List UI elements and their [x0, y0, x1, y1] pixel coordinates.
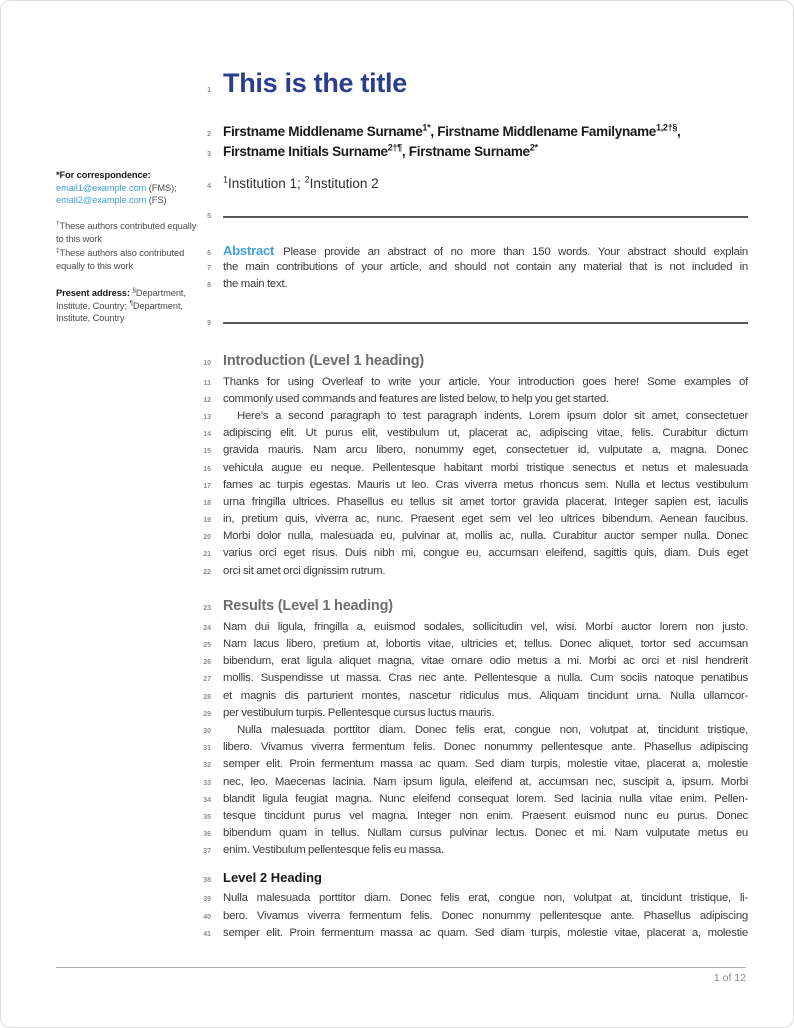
line-number: 30: [203, 727, 211, 735]
line-number: 41: [203, 930, 211, 938]
doc-line-19: [197, 511, 748, 528]
line-number: 31: [203, 745, 211, 753]
section-heading: Results (Level 1 heading): [223, 597, 393, 614]
margin-note-line: †These authors contributed equally to this work: [56, 219, 197, 244]
doc-line-13: [197, 408, 748, 425]
line-number: 29: [203, 710, 211, 718]
body-text-line: gravida mauris. Nam arcu libero, nonummy eget, consectetuer id, vulputate a, magna. Donec: [223, 444, 748, 457]
doc-line-33: [197, 774, 748, 791]
line-number: 2: [207, 131, 211, 138]
doc-line-27: [197, 670, 748, 687]
doc-line-2: [197, 122, 748, 142]
doc-line-20: [197, 528, 748, 545]
author-line: Firstname Initials Surname$^{2\dagger\P}$, Firstname Surname$^{2*}$: [223, 142, 538, 159]
doc-line-10: [197, 351, 748, 371]
doc-line-22: [197, 563, 748, 580]
margin-note-line: email2@example.com (FS): [56, 195, 167, 205]
body-text-line: libero. Vivamus viverra fermentum felis. Donec nonummy pellentesque ante. Phasellus adipiscing: [223, 741, 748, 754]
line-number: 40: [203, 913, 211, 921]
present-address-note: [56, 287, 198, 325]
body-text-line: urna fringilla ultrices. Phasellus eu tellus sit amet tortor gravida placerat. Integer sapien est, iaculis: [223, 495, 748, 508]
doc-line-35: [197, 808, 748, 825]
doc-line-41: [197, 925, 748, 942]
doc-line-34: [197, 791, 748, 808]
equal-contribution-note: [56, 220, 198, 245]
doc-line-40: [197, 908, 748, 925]
doc-line-15: [197, 442, 748, 459]
margin-note-line: email1@example.com (FMS);: [56, 182, 177, 193]
line-number: 38: [203, 877, 211, 885]
line-number: 36: [203, 831, 211, 839]
doc-line-6: [197, 242, 748, 259]
line-number: 19: [203, 517, 211, 525]
line-number: 9: [207, 319, 211, 327]
line-number: 10: [203, 359, 211, 367]
body-text-line: vehicula augue eu neque. Pellentesque habitant morbi tristique senectus et netus et malesuada: [223, 461, 748, 474]
body-text-line: nec, leo. Maecenas lacinia. Nam ipsum ligula, eleifend at, accumsan nec, suscipit a, ipsum. Morbi: [223, 775, 748, 788]
author-line: Firstname Middlename Surname$^{1*}$, Firstname Middlename Familyname$^{1,2\dagger\S}$,: [223, 122, 681, 139]
doc-line-7: [197, 259, 748, 276]
doc-line-1: [197, 66, 748, 100]
line-number: 26: [203, 659, 211, 667]
line-number: 3: [207, 151, 211, 158]
body-text-line: tesque tincidunt purus vel magna. Integer non enim. Praesent euismod nunc eu purus. Donec: [223, 809, 748, 822]
body-text-line: bibendum, erat ligula aliquet magna, vitae ornare odio metus a mi. Morbi ac orci et nisl hendrerit: [223, 655, 748, 668]
line-number: 22: [203, 568, 211, 576]
doc-line-18: [197, 494, 748, 511]
body-text-line: Nulla malesuada porttitor diam. Donec felis erat, congue non, volutpat at, tincidunt tristique,: [237, 723, 748, 736]
paper-title: This is the title: [223, 68, 407, 98]
line-number: 13: [203, 413, 211, 421]
horizontal-rule: [223, 322, 748, 324]
body-text-line: Morbi dolor nulla, malesuada eu, pulvinar at, mollis ac, nulla. Curabitur auctor semper nulla. Donec: [223, 530, 748, 543]
line-number: 12: [203, 396, 211, 404]
body-text-line: per vestibulum turpis. Pellentesque cursus luctus mauris.: [223, 706, 495, 719]
subsection-heading: Level 2 Heading: [223, 870, 322, 886]
doc-line-30: [197, 722, 748, 739]
doc-line-3: [197, 142, 748, 162]
line-number: 32: [203, 762, 211, 770]
doc-line-26: [197, 653, 748, 670]
body-text-line: commonly used commands and features are listed below, to help you get started.: [223, 392, 609, 405]
email-link[interactable]: email1@example.com: [56, 182, 147, 193]
abstract-text: Please provide an abstract of no more than 150 words. Your abstract should explain: [283, 246, 748, 258]
body-text-line: Here’s a second paragraph to test paragraph indents. Lorem ipsum dolor sit amet, consectetuer: [237, 409, 748, 422]
doc-line-21: [197, 545, 748, 562]
separator-rule-row: [197, 213, 748, 220]
body-text-line: et magnis dis parturient montes, nascetur ridiculus mus. Aliquam tincidunt urna. Nulla ullamcor-: [223, 689, 748, 702]
line-number: 28: [203, 693, 211, 701]
body-text-line: Nam dui ligula, fringilla a, euismod sodales, sollicitudin vel, wisi. Morbi auctor lorem non justo.: [223, 620, 748, 633]
doc-line-38: [197, 869, 748, 887]
doc-line-16: [197, 460, 748, 477]
article-body: [197, 66, 748, 942]
line-number: 7: [207, 265, 211, 273]
doc-line-32: [197, 756, 748, 773]
line-number: 11: [203, 379, 211, 387]
body-text-line: enim. Vestibulum pellentesque felis eu massa.: [223, 844, 444, 857]
doc-line-39: [197, 890, 748, 907]
page-footer: [56, 967, 746, 984]
body-text-line: orci sit amet orci dignissim rutrum.: [223, 564, 386, 577]
line-number: 34: [203, 796, 211, 804]
line-number: 14: [203, 431, 211, 439]
separator-rule-row: [197, 320, 748, 327]
doc-line-28: [197, 688, 748, 705]
doc-line-4: [197, 175, 748, 192]
line-number: 20: [203, 534, 211, 542]
also-equal-contribution-note: [56, 247, 198, 272]
line-number: 35: [203, 813, 211, 821]
body-text-line: the main contributions of your article, and should not contain any material that is not included in: [223, 261, 748, 274]
doc-line-23: [197, 596, 748, 616]
margin-note-line: *For correspondence:: [56, 170, 151, 180]
rule-container: [223, 322, 748, 324]
body-text-line: mollis. Suspendisse ut massa. Cras nec ante. Pellentesque a nulla. Cum sociis natoque penatibus: [223, 672, 748, 685]
email-link[interactable]: email2@example.com: [56, 195, 147, 205]
body-text-line: adipiscing elit. Ut purus elit, vestibulum ut, placerat ac, adipiscing vitae, felis. Curabitur dictum: [223, 427, 748, 440]
body-text-line: semper elit. Proin fermentum massa ac quam. Sed diam turpis, molestie vitae, placerat a, molestie: [223, 926, 748, 939]
doc-line-36: [197, 825, 748, 842]
body-text-line: Nulla malesuada porttitor diam. Donec felis erat, congue non, volutpat at, tincidunt tristique, li-: [223, 892, 748, 905]
margin-note-line: Present address: §Department, Institute, Country; ¶Department, Institute, Country: [56, 286, 186, 323]
doc-line-24: [197, 619, 748, 636]
rule-container: [223, 216, 748, 218]
line-number: 16: [203, 465, 211, 473]
doc-line-8: [197, 276, 748, 293]
footer-rule: [56, 967, 746, 968]
doc-line-11: [197, 374, 748, 391]
doc-line-31: [197, 739, 748, 756]
abstract-first-line: [223, 242, 748, 259]
body-text-line: Nam lacus libero, pretium at, lobortis vitae, ultricies et, tellus. Donec aliquet, tortor sed accumsan: [223, 638, 748, 650]
line-number: 6: [207, 250, 211, 257]
doc-line-29: [197, 705, 748, 722]
body-text-line: bero. Vivamus viverra fermentum felis. Donec nonummy pellentesque ante. Phasellus adipiscing: [223, 909, 748, 922]
doc-line-14: [197, 425, 748, 442]
line-number: 33: [203, 779, 211, 787]
line-number: 39: [203, 896, 211, 904]
doc-line-37: [197, 842, 748, 859]
line-number: 1: [207, 87, 211, 94]
correspondence-note: [56, 169, 198, 207]
margin-note-line: ‡These authors also contributed equally to this work: [56, 246, 185, 271]
line-number: 18: [203, 499, 211, 507]
body-text-line: fames ac turpis egestas. Mauris ut leo. Cras viverra metus rhoncus sem. Nulla et lectus vestibulum: [223, 478, 748, 491]
page-number: 1 of 12: [713, 972, 746, 984]
line-number: 37: [203, 848, 211, 856]
institution-line: $^1$Institution 1; $^2$Institution 2: [223, 174, 379, 191]
line-number: 23: [203, 604, 211, 612]
body-text-line: varius orci eget risus. Duis nibh mi, congue eu, accumsan eleifend, sagittis quis, diam. Duis eget: [223, 547, 748, 560]
body-text-line: the main text.: [223, 278, 288, 291]
abstract-label: Abstract: [223, 243, 275, 258]
line-number: 21: [203, 551, 211, 559]
doc-line-25: [197, 636, 748, 653]
line-number: 27: [203, 676, 211, 684]
section-heading: Introduction (Level 1 heading): [223, 352, 425, 369]
body-text-line: blandit ligula feugiat magna. Nunc eleifend consequat lorem. Sed lacinia nulla vitae enim. Pellen-: [223, 792, 748, 805]
line-number: 4: [207, 183, 211, 190]
horizontal-rule: [223, 216, 748, 218]
line-number: 15: [203, 448, 211, 456]
body-text-line: in, pretium quis, viverra ac, nunc. Praesent eget sem vel leo ultrices bibendum. Aenean faucibus.: [223, 513, 748, 526]
line-number: 5: [207, 213, 211, 220]
line-number: 24: [203, 624, 211, 632]
doc-line-12: [197, 391, 748, 408]
body-text-line: bibendum quam in tellus. Nullam cursus pulvinar lectus. Donec et mi. Nam vulputate metus eu: [223, 827, 748, 840]
body-text-line: Thanks for using Overleaf to write your article. Your introduction goes here! Some examples of: [223, 375, 748, 388]
doc-line-17: [197, 477, 748, 494]
line-number: 25: [203, 642, 211, 649]
body-text-line: semper elit. Proin fermentum massa ac quam. Sed diam turpis, molestie vitae, placerat a, molestie: [223, 758, 748, 771]
line-number: 8: [207, 282, 211, 290]
line-number: 17: [203, 482, 211, 490]
